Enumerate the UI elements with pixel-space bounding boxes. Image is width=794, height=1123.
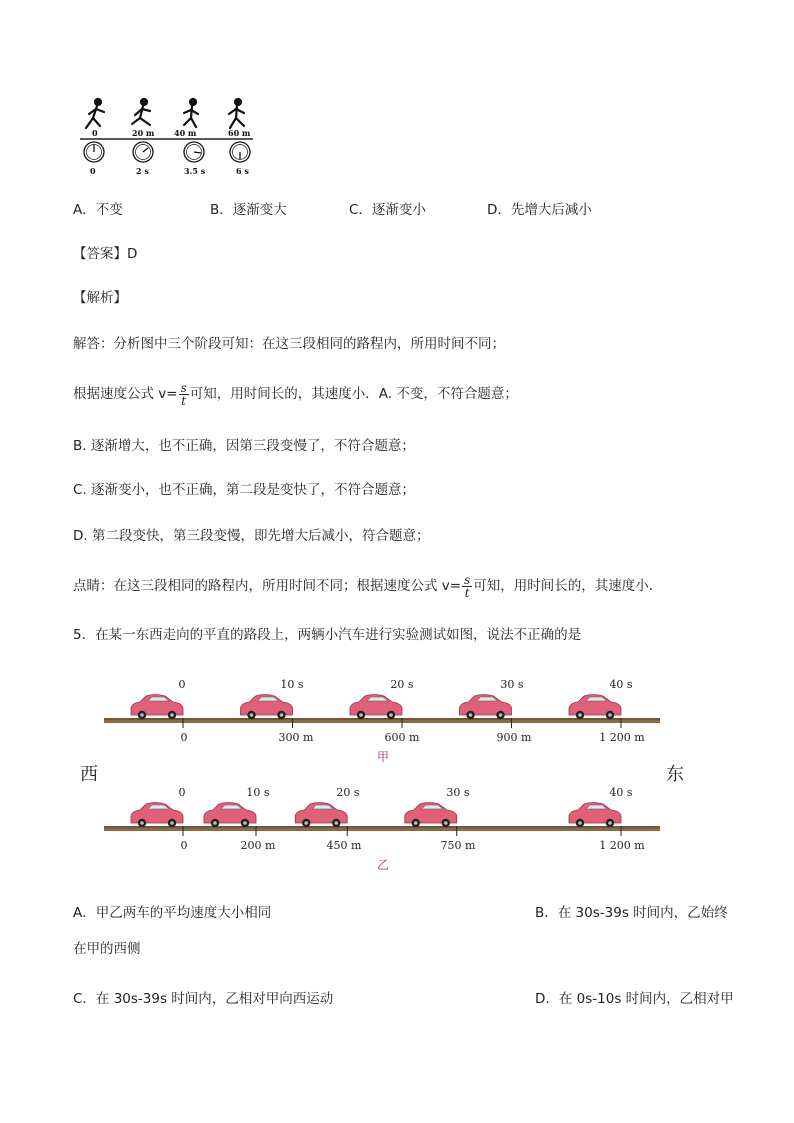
car-a-3-icon xyxy=(350,695,402,720)
runner-distance-label: 40 m xyxy=(174,128,197,138)
track-a-cars xyxy=(131,695,621,720)
track-b-position-label: 200 m xyxy=(240,839,276,852)
track-b-time-label: 30 s xyxy=(446,786,470,799)
clock-2-icon xyxy=(133,142,153,162)
car-b-1-icon xyxy=(131,803,183,828)
car-b-2-icon xyxy=(204,803,256,828)
track-a-time-label: 0 xyxy=(178,678,186,691)
analysis-line-5: D. 第二段变快，第三段变慢，即先增大后减小，符合题意； xyxy=(73,528,430,544)
runner-time-label: 0 xyxy=(90,166,96,176)
q4-option-d: D．先增大后减小 xyxy=(487,202,592,218)
track-b-time-label: 10 s xyxy=(246,786,270,799)
analysis-title: 【解析】 xyxy=(73,290,127,306)
runner-3-icon xyxy=(184,99,198,127)
track-b-position-label: 1 200 m xyxy=(599,839,645,852)
remark-line xyxy=(73,568,662,604)
track-b-time-label: 20 s xyxy=(336,786,360,799)
runner-1-icon xyxy=(86,99,104,128)
q5-option-a: A．甲乙两车的平均速度大小相同 xyxy=(73,905,272,921)
car-b-4-icon xyxy=(405,803,457,828)
clock-1-icon xyxy=(84,142,104,162)
clock-4-icon xyxy=(230,142,250,162)
runner-distance-label: 20 m xyxy=(132,128,155,138)
track-a-time-label: 40 s xyxy=(609,678,633,691)
analysis-line-4: C. 逐渐变小，也不正确，第二段是变快了，不符合题意； xyxy=(73,482,416,498)
remark-suffix: 可知，用时间长的，其速度小． xyxy=(473,578,663,594)
runner-time-label: 3.5 s xyxy=(184,166,206,176)
runner-figure xyxy=(78,96,258,178)
track-a-time-label: 30 s xyxy=(500,678,524,691)
runner-2-icon xyxy=(132,99,150,125)
remark-prefix: 点睛：在这三段相同的路程内，所用时间不同；根据速度公式 v= xyxy=(73,578,462,594)
q5-option-b-cont: 在甲的西侧 xyxy=(73,941,141,957)
car-b-5-icon xyxy=(569,803,621,828)
q5-option-b: B．在 30s-39s 时间内，乙始终 xyxy=(535,905,728,921)
track-b-time-label: 0 xyxy=(178,786,186,799)
q4-option-a: A．不变 xyxy=(73,202,123,218)
track-b-position-label: 0 xyxy=(180,839,188,852)
track-a-position-label: 300 m xyxy=(278,731,314,744)
question-5-stem: 5．在某一东西走向的平直的路段上，两辆小汽车进行实验测试如图，说法不正确的是 xyxy=(73,627,582,643)
formula-suffix: 可知，用时间长的，其速度小．A. 不变，不符合题意； xyxy=(189,386,518,402)
runner-distance-label: 0 xyxy=(92,128,98,138)
answer-line: 【答案】D xyxy=(73,246,138,262)
west-label: 西 xyxy=(80,764,98,785)
car-a-5-icon xyxy=(569,695,621,720)
runner-4-icon xyxy=(229,99,244,128)
track-b xyxy=(100,780,680,876)
track-a-time-label: 10 s xyxy=(280,678,304,691)
runner-time-label: 6 s xyxy=(236,166,249,176)
q4-option-c: C．逐渐变小 xyxy=(349,202,426,218)
runner-time-label: 2 s xyxy=(136,166,149,176)
car-b-3-icon xyxy=(295,803,347,828)
car-a-2-icon xyxy=(241,695,293,720)
track-b-label: 乙 xyxy=(376,858,390,872)
analysis-line-1: 解答：分析图中三个阶段可知：在这三段相同的路程内，所用时间不同； xyxy=(73,336,505,352)
track-a-position-label: 0 xyxy=(180,731,188,744)
q4-option-b: B．逐渐变大 xyxy=(210,202,287,218)
runner-distance-label: 60 m xyxy=(228,128,251,138)
car-a-4-icon xyxy=(460,695,512,720)
track-a-position-label: 1 200 m xyxy=(599,731,645,744)
track-b-position-label: 750 m xyxy=(440,839,476,852)
formula-prefix: 根据速度公式 v= xyxy=(73,386,178,402)
q5-option-c: C．在 30s-39s 时间内，乙相对甲向西运动 xyxy=(73,991,334,1007)
track-b-position-label: 450 m xyxy=(326,839,362,852)
track-a-time-label: 20 s xyxy=(390,678,414,691)
track-a-position-label: 900 m xyxy=(496,731,532,744)
track-a-position-label: 600 m xyxy=(384,731,420,744)
car-a-1-icon xyxy=(131,695,183,720)
track-b-time-label: 40 s xyxy=(609,786,633,799)
clock-3-icon xyxy=(184,142,204,162)
speed-fraction: $\frac{s}{t}$ xyxy=(180,380,187,408)
q5-option-d: D．在 0s-10s 时间内，乙相对甲 xyxy=(535,991,734,1007)
track-a-label: 甲 xyxy=(376,750,390,764)
speed-fraction: $\frac{s}{t}$ xyxy=(464,572,471,600)
analysis-line-2 xyxy=(73,376,518,412)
track-b-cars xyxy=(131,803,621,828)
analysis-line-3: B. 逐渐增大，也不正确，因第三段变慢了，不符合题意； xyxy=(73,438,415,454)
track-a xyxy=(100,672,680,768)
east-label: 东 xyxy=(666,764,684,785)
